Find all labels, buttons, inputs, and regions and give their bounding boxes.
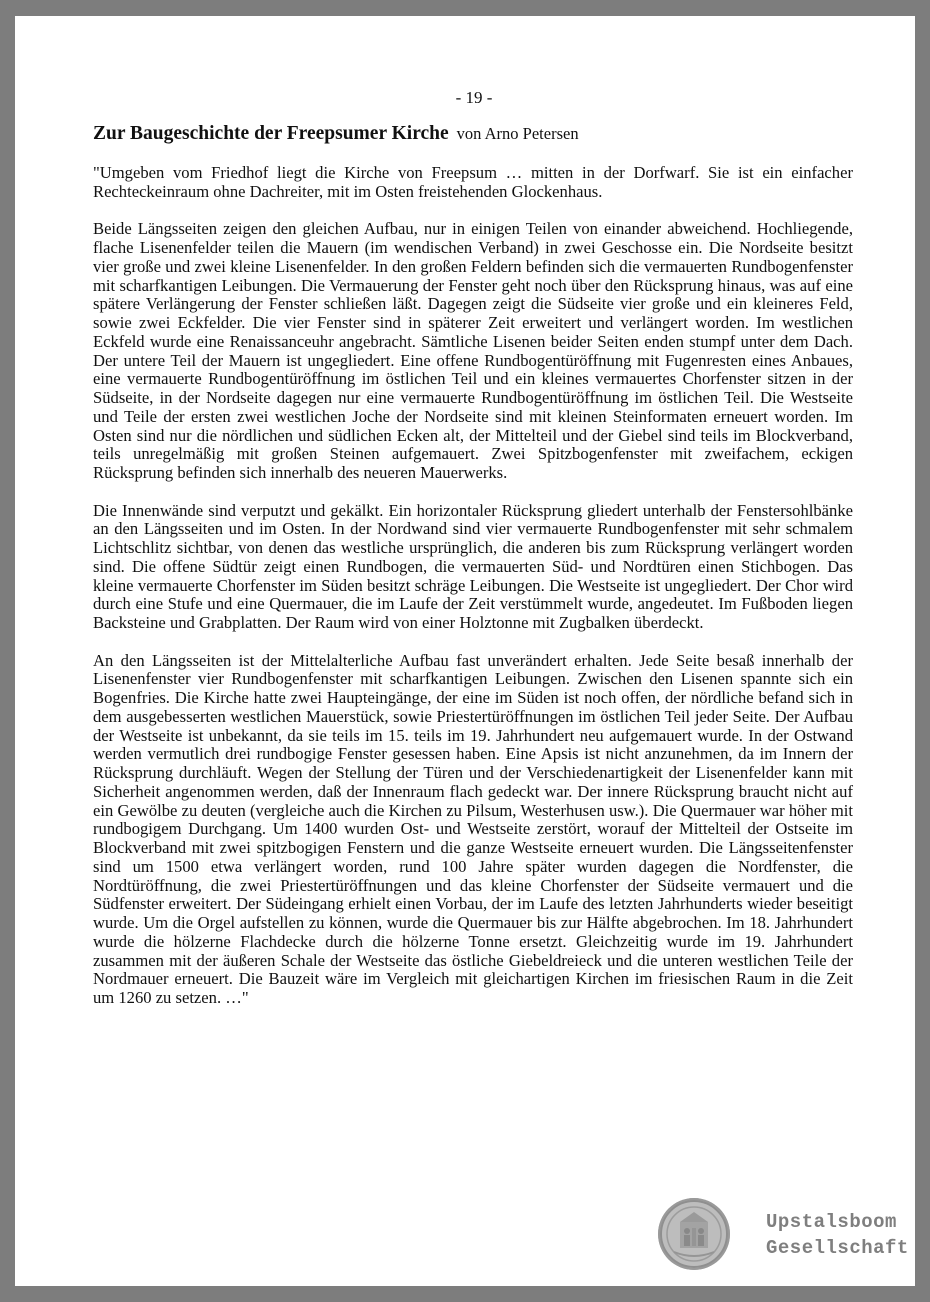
paragraph: Beide Längsseiten zeigen den gleichen Aufbau, nur in einigen Teilen von einander abweichend. Hochliegende, flache Lisenenfelder teilen die Mauern (im wendischen Verband) in zwei Geschosse ein. Die Nordseite besitzt vier große und zwei kleine Lisenenfelder. In den großen Feldern befinden sich die vermauerten Rundbogenfenster mit scharfkantigen Leibungen. Die Vermauerung der Fenster geht noch über den Rücksprung hinaus, was auf eine spätere Verlängerung der Fenster schließen läßt. Dagegen zeigt die Südseite vier große und ein kleineres Feld, sowie zwei Eckfelder. Die vier Fenster sind in späterer Zeit erweitert und verlängert worden. Im westlichen Eckfeld wurde eine Renaissanceuhr angebracht. Sämtliche Lisenen beider Seiten enden stumpf unter dem Dach. Der untere Teil der Mauern ist ungegliedert. Eine offene Rundbogentüröffnung mit Fugenresten eines Anbaues, eine vermauerte Rundbogentüröffnung im östlichen Teil und ein kleines vermauertes Chorfenster sitzen in der Südseite, in der Nordseite dagegen nur eine vermauerte Rundbogentüröffnung im östlichen Teil. Die Westseite und Teile der ersten zwei westlichen Joche der Nordseite sind mit kleinen Steinformaten erneuert worden. Im Osten sind nur die nördlichen und südlichen Ecken alt, der Mittelteil und der Giebel sind teils im Blockverband, teils unregelmäßig mit großen Steinen aufgemauert. Zwei Spitzbogenfenster mit zweifachem, eckigen Rücksprung befinden sich innerhalb des neueren Mauerwerks.	[93, 219, 853, 482]
document-page	[15, 16, 915, 1286]
article-heading	[93, 123, 873, 145]
article-author: von Arno Petersen	[456, 124, 579, 143]
society-logo	[658, 1198, 908, 1272]
paragraph: Die Innenwände sind verputzt und gekälkt. Ein horizontaler Rücksprung gliedert unterhalb der Fenstersohlbänke an den Längsseiten und im Osten. In der Nordwand sind vier vermauerte Rundbogenfenster mit sehr schmalem Lichtschlitz sichtbar, von denen das westliche ursprünglich, die anderen bis zum Rücksprung verlängert worden sind. Die offene Südtür zeigt einen Rundbogen, die vermauerten Süd- und Nordtüren einen Stichbogen. Das kleine vermauerte Chorfenster im Süden besitzt schräge Leibungen. Die Westseite ist ungegliedert. Der Chor wird durch eine Stufe und eine Quermauer, die im Laufe der Zeit verstümmelt wurde, angedeutet. Im Fußboden liegen Backsteine und Grabplatten. Der Raum wird von einer Holztonne mit Zugbalken überdeckt.	[93, 500, 853, 632]
seal-icon	[658, 1198, 730, 1270]
article-body	[93, 164, 853, 1008]
page-number: - 19 -	[455, 88, 493, 107]
paragraph: "Umgeben vom Friedhof liegt die Kirche von Freepsum … mitten in der Dorfwarf. Sie ist ein einfacher Rechteckeinraum ohne Dachreiter, mit im Osten freistehenden Glockenhaus.	[93, 163, 853, 201]
paragraph: An den Längsseiten ist der Mittelalterliche Aufbau fast unverändert erhalten. Jede Seite besaß innerhalb der Lisenenfenster vier Rundbogenfenster mit scharfkantigen Leibungen. Zwischen den Lisenen spannte sich ein Bogenfries. Die Kirche hatte zwei Haupteingänge, der eine im Süden ist noch offen, der nördliche befand sich in dem ausgebesserten westlichen Mauerstück, sowie Priestertüröffnungen im östlichen Teil jeder Seite. Der Aufbau der Westseite ist unbekannt, da sie teils im 15. teils im 19. Jahrhundert neu aufgemauert wurde. In der Ostwand werden vermutlich drei rundbogige Fenster gesessen haben. Eine Apsis ist nicht anzunehmen, da im Innern der Rücksprung durchläuft. Wegen der Stellung der Türen und der Verschiedenartigkeit der Lisenenfelder kann mit Sicherheit angenommen werden, daß der Innenraum flach gedeckt war. Der innere Rücksprung braucht nicht auf ein Gewölbe zu deuten (vergleiche auch die Kirchen zu Pilsum, Westerhusen usw.). Die Quermauer war höher mit rundbogigem Durchgang. Um 1400 wurden Ost- und Westseite zerstört, worauf der Mittelteil der Ostseite im Blockverband mit zwei spitzbogigen Fenstern und die ganze Westseite erneuert wurden. Die Längsseitenfenster sind um 1500 etwa verlängert worden, rund 100 Jahre später wurden dagegen die Nordfenster, die Nordtüröffnung, die zwei Priestertüröffnungen und das kleine Chorfenster der Südseite vermauert und die Südfenster erweitert. Der Südeingang erhielt einen Vorbau, der im Laufe des letzten Jahrhunderts wieder beseitigt wurde. Um die Orgel aufstellen zu können, wurde die Quermauer bis zur Hälfte abgebrochen. Im 18. Jahrhundert wurde die hölzerne Flachdecke durch die hölzerne Tonne ersetzt. Gleichzeitig wurde im 19. Jahrhundert zusammen mit der äußeren Schale der Westseite das östliche Giebeldreieck und die unteren westlichen Teile der Nordmauer erneuert. Die Bauzeit wäre im Vergleich mit gleichartigen Kirchen im friesischen Raum in die Zeit um 1260 zu setzen. …"	[93, 650, 853, 1007]
society-name-line1: Upstalsboom	[766, 1211, 897, 1233]
society-name	[766, 1209, 909, 1261]
article-title: Zur Baugeschichte der Freepsumer Kirche	[93, 123, 449, 144]
society-name-line2: Gesellschaft	[766, 1237, 909, 1259]
